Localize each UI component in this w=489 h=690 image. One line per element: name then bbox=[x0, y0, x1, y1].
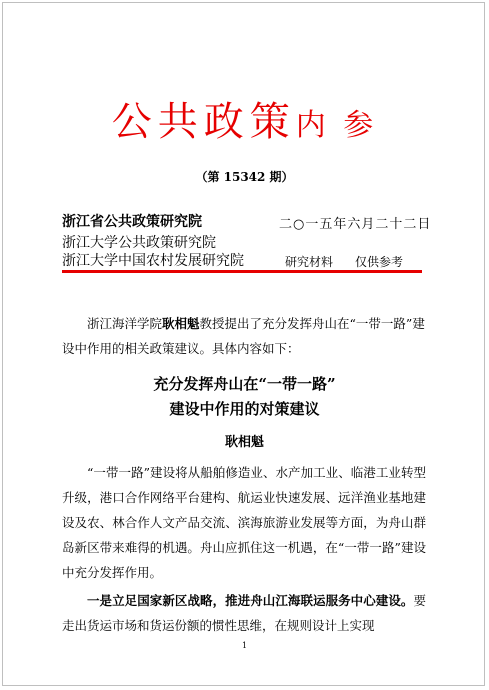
paragraph-text: 要走出货运市场和货运份额的惯性思维，在规则设计上实现 bbox=[62, 593, 426, 633]
document-note bbox=[285, 253, 403, 270]
issue-number: （第 15342 期） bbox=[195, 170, 294, 184]
paragraph-text: “一带一路”建设将从船舶修造业、水产加工业、临港工业转型升级，港口合作网络平台建构、航运业快速发展、远洋渔业基地建设及农、林合作人文产品交流、滨海旅游业发展等方面，为舟山群岛新区带来难得的机遇。舟山应抓住这一机遇，在“一带一路”建设中充分发挥作用。 bbox=[62, 465, 426, 580]
article-title-line-1: 充分发挥舟山在“一带一路” bbox=[153, 375, 336, 393]
page-number: 1 bbox=[241, 641, 248, 650]
institution-2: 浙江大学公共政策研究院 bbox=[62, 235, 216, 251]
intro-name: 耿相魁 bbox=[162, 316, 200, 331]
article-title-line-2: 建设中作用的对策建议 bbox=[169, 400, 320, 418]
institution-1: 浙江省公共政策研究院 bbox=[62, 214, 202, 230]
header-rule bbox=[62, 270, 422, 273]
note-research: 研究材料 bbox=[285, 255, 334, 269]
body-paragraph-1 bbox=[62, 460, 426, 585]
masthead-main: 公共政策 bbox=[111, 99, 296, 145]
article-author: 耿相魁 bbox=[224, 435, 264, 450]
intro-before: 浙江海洋学院 bbox=[87, 316, 163, 331]
masthead-suffix: 内 参 bbox=[295, 108, 378, 143]
issue-date: 二○一五年六月二十二日 bbox=[279, 217, 432, 232]
note-reference: 仅供参考 bbox=[355, 255, 404, 269]
paragraph-lead: 一是立足国家新区战略，推进舟山江海联运服务中心建设。 bbox=[87, 593, 414, 608]
intro-paragraph bbox=[62, 311, 426, 361]
body-paragraph-2 bbox=[62, 588, 426, 638]
institution-3: 浙江大学中国农村发展研究院 bbox=[62, 253, 244, 269]
masthead bbox=[0, 98, 489, 150]
intro-after: 教授提出了充分发挥舟山在“一带一路”建设中作用的相关政策建议。具体内容如下： bbox=[62, 316, 425, 356]
